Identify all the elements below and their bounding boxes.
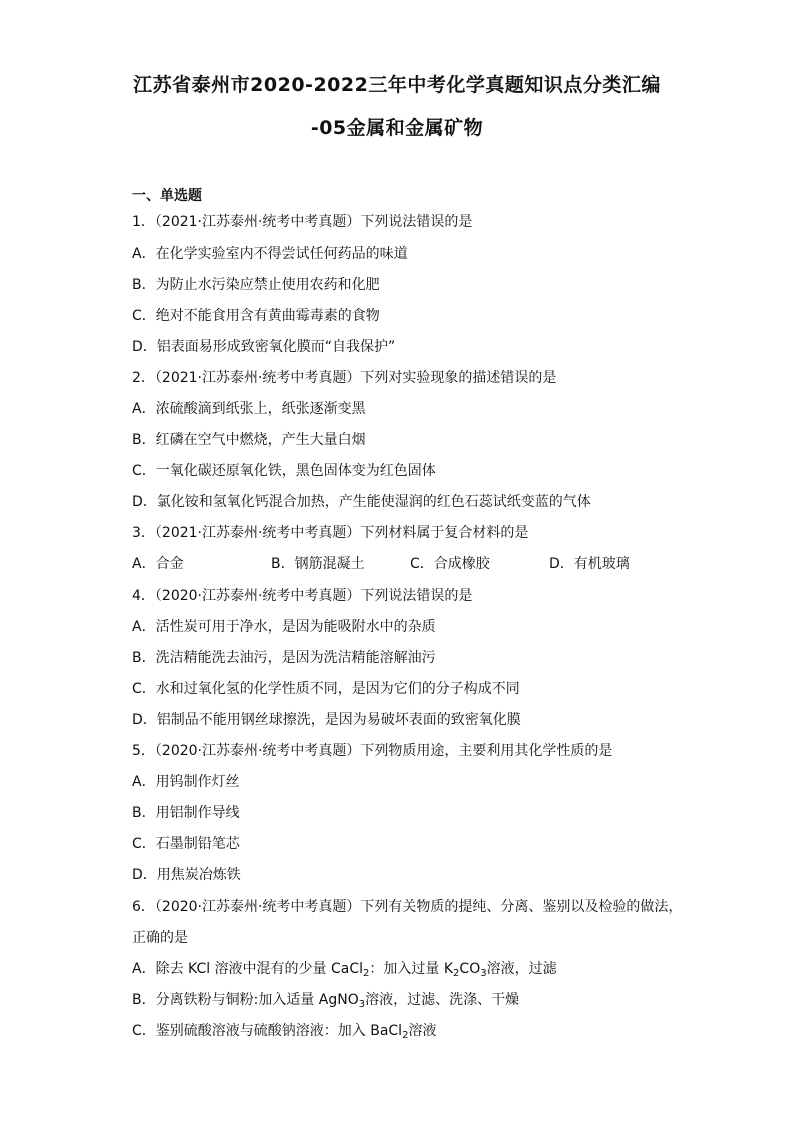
question-5-option-d: D．用焦炭冶炼铁 [132, 867, 241, 883]
question-2-option-d: D．氯化铵和氢氧化钙混合加热，产生能使湿润的红色石蕊试纸变蓝的气体 [132, 494, 591, 510]
question-2-option-a: A．浓硫酸滴到纸张上，纸张逐渐变黑 [132, 401, 366, 417]
question-2-stem: 2．（2021·江苏泰州·统考中考真题）下列对实验现象的描述错误的是 [132, 370, 557, 386]
question-4-option-b: B．洗洁精能洗去油污，是因为洗洁精能溶解油污 [132, 650, 436, 666]
question-5-option-a: A．用钨制作灯丝 [132, 774, 240, 790]
question-1-option-a: A．在化学实验室内不得尝试任何药品的味道 [132, 246, 408, 262]
question-4-stem: 4．（2020·江苏泰州·统考中考真题）下列说法错误的是 [132, 588, 473, 604]
question-3-option-a: A．合金 [132, 556, 184, 572]
question-1-option-d: D．铝表面易形成致密氧化膜而“自我保护” [132, 339, 396, 355]
question-5-option-b: B．用铝制作导线 [132, 805, 240, 821]
question-6-stem: 6．（2020·江苏泰州·统考中考真题）下列有关物质的提纯、分离、鉴别以及检验的做法， [132, 899, 683, 915]
question-4-option-c: C．水和过氧化氢的化学性质不同，是因为它们的分子构成不同 [132, 681, 520, 697]
question-3-option-b: B．钢筋混凝土 [271, 556, 365, 572]
question-4-option-a: A．活性炭可用于净水，是因为能吸附水中的杂质 [132, 619, 436, 635]
question-2-option-b: B．红磷在空气中燃烧，产生大量白烟 [132, 432, 366, 448]
question-6-option-a: A．除去 KCl 溶液中混有的少量 CaCl$_2$：加入过量 $K_2CO_3$溶液，过滤 [132, 961, 557, 979]
document-title-line1: 江苏省泰州市2020-2022三年中考化学真题知识点分类汇编 [133, 74, 661, 96]
question-1-option-b: B．为防止水污染应禁止使用农药和化肥 [132, 277, 380, 293]
question-6-stem-cont: 正确的是 [132, 930, 188, 946]
question-6-option-c: C．鉴别硫酸溶液与硫酸钠溶液：加入 BaCl$_2$溶液 [132, 1023, 437, 1041]
question-3-stem: 3．（2021·江苏泰州·统考中考真题）下列材料属于复合材料的是 [132, 525, 529, 541]
question-3-option-c: C．合成橡胶 [410, 556, 490, 572]
question-5-option-c: C．石墨制铅笔芯 [132, 836, 240, 852]
question-4-option-d: D．铝制品不能用钢丝球擦洗，是因为易破坏表面的致密氧化膜 [132, 712, 521, 728]
document-title-line2: -05金属和金属矿物 [310, 117, 484, 139]
question-3-option-d: D．有机玻璃 [549, 556, 630, 572]
question-5-stem: 5．（2020·江苏泰州·统考中考真题）下列物质用途，主要利用其化学性质的是 [132, 743, 613, 759]
question-2-option-c: C．一氧化碳还原氧化铁，黑色固体变为红色固体 [132, 463, 436, 479]
question-6-option-b: B．分离铁粉与铜粉:加入适量 AgNO$_3$溶液，过滤、洗涤、干燥 [132, 992, 520, 1010]
section-heading: 一、单选题 [132, 188, 202, 204]
question-1-stem: 1．（2021·江苏泰州·统考中考真题）下列说法错误的是 [132, 214, 473, 230]
question-1-option-c: C．绝对不能食用含有黄曲霉毒素的食物 [132, 308, 380, 324]
